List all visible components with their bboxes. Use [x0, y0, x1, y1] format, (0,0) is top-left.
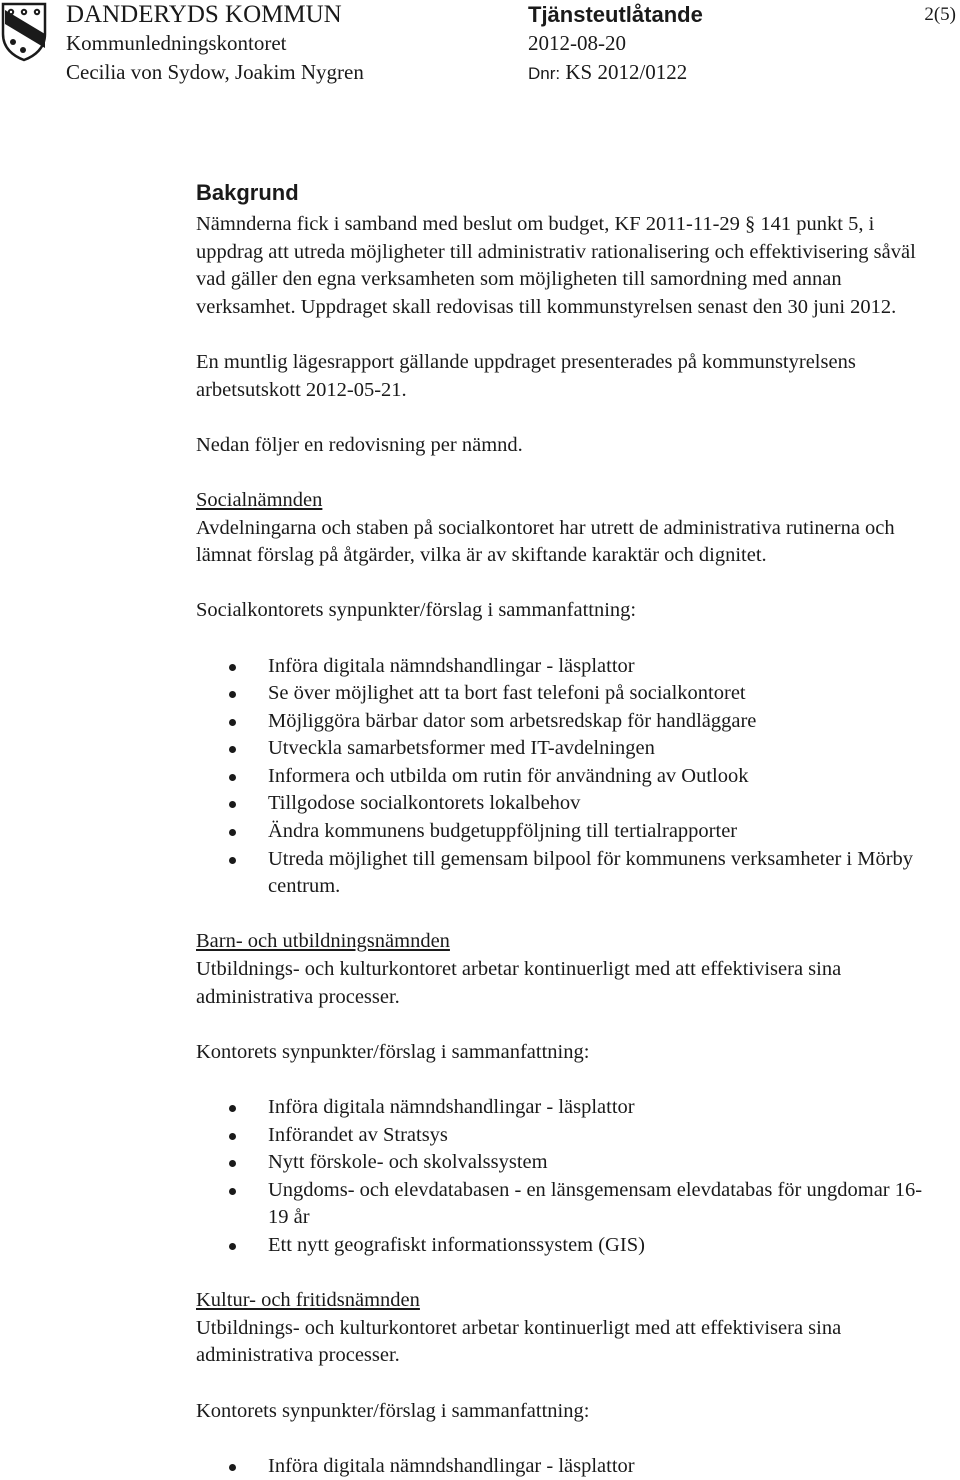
- section-text-school: Utbildnings- och kulturkontoret arbetar kontinuerligt med att effektivisera sina administrativa processer.: [196, 958, 842, 1008]
- diary-number-label: Dnr:: [528, 64, 561, 83]
- list-item: Utveckla samarbetsformer med IT-avdelningen: [196, 735, 928, 763]
- list-item: Informera och utbilda om rutin för användning av Outlook: [196, 763, 928, 791]
- document-type: Tjänsteutlåtande: [528, 2, 703, 27]
- list-item: Införandet av Stratsys: [196, 1122, 928, 1150]
- section-heading-background: Bakgrund: [196, 180, 299, 205]
- summary-lead-social: Socialkontorets synpunkter/förslag i sammanfattning:: [196, 599, 637, 622]
- header-right: [528, 0, 703, 88]
- background-paragraph: Nedan följer en redovisning per nämnd.: [196, 433, 523, 456]
- background-paragraph: Nämnderna fick i samband med beslut om budget, KF 2011-11-29 § 141 punkt 5, i uppdrag att utreda möjligheter till administrativ rationalisering och effektivisering såväl vad gäller den egna verksamheten som möjligheten till samordning med annan verksamhet. Uppdraget skall redovisas till kommunstyrelsen senast den 30 juni 2012.: [196, 213, 916, 318]
- list-item: Ändra kommunens budgetuppföljning till tertialrapporter: [196, 818, 928, 846]
- list-item: Se över möjlighet att ta bort fast telefoni på socialkontoret: [196, 680, 928, 708]
- section-title-culture: Kultur- och fritidsnämnden: [196, 1289, 420, 1312]
- list-item: Tillgodose socialkontorets lokalbehov: [196, 790, 928, 818]
- municipality-crest-logo: [1, 2, 47, 62]
- list-item: Möjliggöra bärbar dator som arbetsredskap för handläggare: [196, 708, 928, 736]
- section-school: [196, 928, 928, 1011]
- list-item: Införa digitala nämndshandlingar - läsplattor: [196, 1094, 928, 1122]
- organization-name: DANDERYDS KOMMUN: [66, 1, 342, 28]
- section-social: [196, 487, 928, 570]
- bullet-list-social: [196, 653, 928, 901]
- bullet-list-culture: [196, 1453, 928, 1480]
- summary-lead-school: Kontorets synpunkter/förslag i sammanfattning:: [196, 1040, 590, 1063]
- list-item: Införa digitala nämndshandlingar - läsplattor: [196, 653, 928, 681]
- section-title-social: Socialnämnden: [196, 488, 323, 511]
- list-item: Införa digitala nämndshandlingar - läsplattor: [196, 1453, 928, 1480]
- section-culture: [196, 1287, 928, 1370]
- document-date: 2012-08-20: [528, 31, 626, 55]
- list-item: Nytt förskole- och skolvalssystem: [196, 1149, 928, 1177]
- header-left: [66, 0, 364, 87]
- list-item: Ungdoms- och elevdatabasen - en länsgemensam elevdatabas för ungdomar 16-19 år: [196, 1177, 928, 1232]
- authors: Cecilia von Sydow, Joakim Nygren: [66, 60, 364, 84]
- document-body: [196, 178, 928, 1480]
- section-text-culture: Utbildnings- och kulturkontoret arbetar kontinuerligt med att effektivisera sina administrativa processer.: [196, 1316, 842, 1367]
- bullet-list-school: [196, 1094, 928, 1260]
- office-name: Kommunledningskontoret: [66, 31, 287, 55]
- section-title-school: Barn- och utbildningsnämnden: [196, 930, 450, 953]
- diary-number: [528, 58, 703, 88]
- list-item: Ett nytt geografiskt informationssystem (GIS): [196, 1232, 928, 1260]
- background-paragraph: En muntlig lägesrapport gällande uppdraget presenterades på kommunstyrelsens arbetsutskott 2012-05-21.: [196, 350, 856, 401]
- summary-lead-culture: Kontorets synpunkter/förslag i sammanfattning:: [196, 1399, 590, 1422]
- diary-number-value: KS 2012/0122: [565, 60, 688, 84]
- page-number: 2(5): [924, 4, 956, 25]
- section-text-social: Avdelningarna och staben på socialkontoret har utrett de administrativa rutinerna och lämnat förslag på åtgärder, vilka är av skiftande karaktär och dignitet.: [196, 516, 895, 567]
- list-item: Utreda möjlighet till gemensam bilpool för kommunens verksamheter i Mörby centrum.: [196, 846, 928, 901]
